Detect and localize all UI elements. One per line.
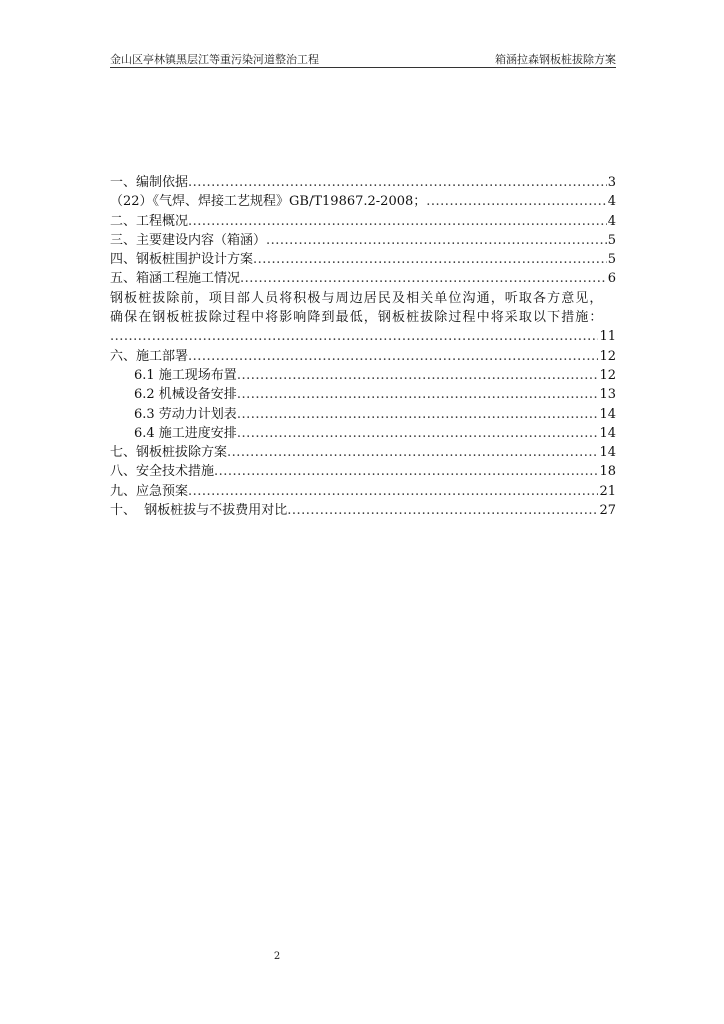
toc-entry-page: 4	[607, 213, 616, 229]
toc-dot-leader	[240, 269, 607, 288]
toc-entry-page: 13	[599, 387, 616, 403]
toc-dot-leader	[188, 482, 598, 501]
toc-entry[interactable]	[110, 192, 616, 211]
toc-dot-leader	[188, 173, 607, 192]
toc-entry[interactable]	[110, 250, 616, 269]
toc-entry-page: 11	[599, 329, 616, 345]
toc-dot-leader	[188, 212, 607, 231]
toc-entry-title: 七、钢板桩拔除方案	[110, 445, 228, 461]
toc-entry-page: 14	[599, 445, 616, 461]
toc-dot-leader	[253, 250, 607, 269]
toc-entry[interactable]	[110, 501, 616, 520]
toc-entry[interactable]	[110, 212, 616, 231]
toc-entry-page: 3	[607, 175, 616, 190]
toc-entry-title: 九、应急预案	[110, 483, 189, 499]
toc-entry-page: 12	[599, 367, 616, 383]
toc-entry[interactable]	[110, 327, 616, 346]
toc-dot-leader	[188, 347, 598, 366]
toc-entry-title: 四、钢板桩围护设计方案	[110, 252, 254, 268]
toc-entry[interactable]	[110, 462, 616, 481]
toc-entry-title: 八、安全技术措施	[110, 464, 215, 480]
toc-entry-page: 21	[599, 483, 616, 499]
toc-entry-page: 4	[607, 194, 616, 210]
toc-entry-page: 18	[599, 464, 616, 480]
toc-dot-leader	[227, 443, 598, 462]
toc-entry[interactable]	[110, 173, 616, 192]
toc-paragraph-line: 钢板桩拔除前，项目部人员将积极与周边居民及相关单位沟通，听取各方意见，	[110, 290, 604, 306]
toc-dot-leader	[237, 385, 599, 404]
header-divider	[110, 67, 616, 68]
toc-entry-title: 6.2 机械设备安排	[134, 387, 237, 403]
toc-dot-leader	[237, 405, 599, 424]
toc-entry-title: 六、施工部署	[110, 348, 189, 364]
toc-paragraph-line: 确保在钢板桩拔除过程中将影响降到最低，钢板桩拔除过程中将采取以下措施：	[110, 310, 604, 326]
header-project-title: 金山区亭林镇黑层江等重污染河道整治工程	[110, 53, 319, 66]
toc-dot-leader	[426, 192, 606, 211]
toc-entry-page: 5	[607, 232, 616, 248]
toc-entry[interactable]	[110, 269, 616, 288]
toc-entry-title: 十、 钢板桩拔与不拔费用对比	[110, 503, 288, 519]
toc-entry-page: 14	[599, 425, 616, 441]
page-header	[110, 52, 616, 68]
toc-entry-title: 6.3 劳动力计划表	[134, 406, 237, 422]
toc-entry-title: 一、编制依据	[110, 175, 189, 190]
toc-entry[interactable]	[110, 443, 616, 462]
toc-dot-leader	[237, 366, 599, 385]
toc-subentry[interactable]	[110, 424, 616, 443]
table-of-contents	[110, 173, 616, 520]
toc-subentry[interactable]	[110, 405, 616, 424]
header-document-title: 箱涵拉森钢板桩拔除方案	[495, 53, 616, 66]
toc-dot-leader	[287, 501, 598, 520]
toc-subentry[interactable]	[110, 366, 616, 385]
toc-entry-title: 五、箱涵工程施工情况	[110, 271, 241, 287]
toc-entry-page: 14	[599, 406, 616, 422]
toc-subentry[interactable]	[110, 385, 616, 404]
toc-dot-leader	[266, 231, 607, 250]
toc-entry-page: 27	[599, 503, 616, 519]
toc-entry-title: 6.1 施工现场布置	[134, 367, 237, 383]
page-number: 2	[273, 951, 281, 962]
toc-dot-leader	[214, 462, 598, 481]
toc-entry[interactable]	[110, 347, 616, 366]
toc-entry-title: 6.4 施工进度安排	[134, 425, 237, 441]
toc-entry-page: 6	[607, 271, 616, 287]
toc-entry-page: 5	[607, 252, 616, 268]
toc-entry-title: （22）《气焊、焊接工艺规程》GB/T19867.2-2008；	[110, 194, 427, 210]
toc-dot-leader	[110, 327, 598, 346]
toc-entry[interactable]	[110, 482, 616, 501]
toc-entry-title: 二、工程概况	[110, 213, 189, 229]
toc-entry-page: 12	[599, 348, 616, 364]
toc-entry-title: 三、主要建设内容（箱涵）	[110, 232, 267, 248]
toc-dot-leader	[237, 424, 599, 443]
toc-entry[interactable]	[110, 231, 616, 250]
